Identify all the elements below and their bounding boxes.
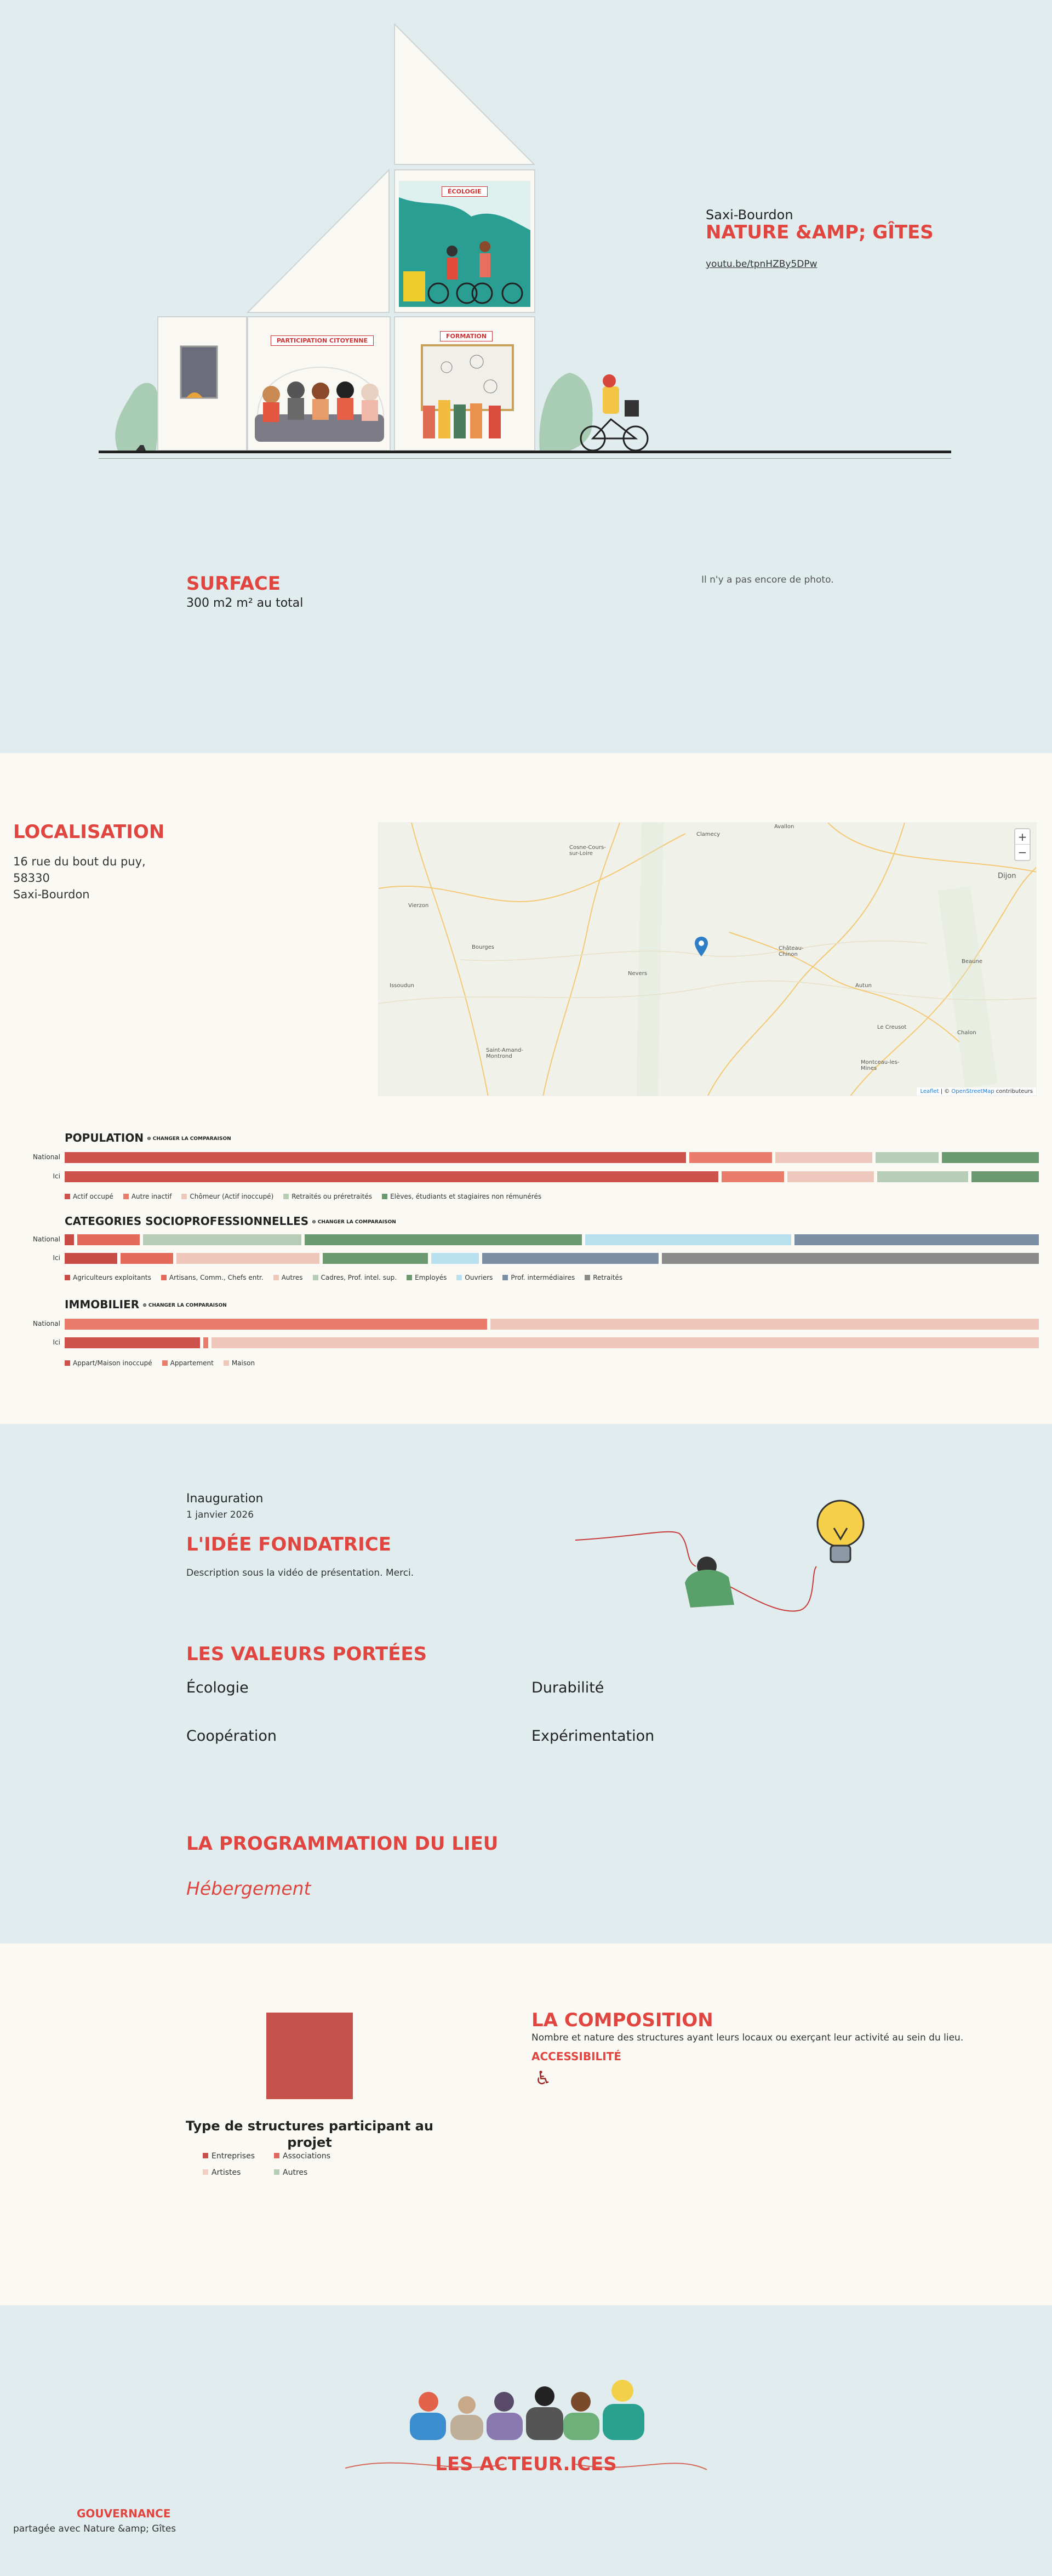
structures-chart [266, 2013, 353, 2099]
legend-item [456, 1274, 493, 1281]
bar-segment [65, 1152, 686, 1163]
csp-local-label: Ici [53, 1254, 60, 1262]
bar-segment [876, 1152, 939, 1163]
bar-segment [689, 1152, 772, 1163]
immobilier-compare-button[interactable]: ⊕ CHANGER LA COMPARAISON [142, 1302, 227, 1308]
immobilier-title-text: IMMOBILIER [65, 1298, 140, 1311]
map-town: Montceau-les-Mines [861, 1059, 900, 1072]
bar-segment [877, 1171, 969, 1182]
legend-swatch [65, 1360, 70, 1366]
legend-label: Retraités ou préretraités [291, 1193, 373, 1200]
legend-label: Artistes [211, 2168, 241, 2177]
composition-title: LA COMPOSITION [531, 2009, 713, 2031]
value-item: Coopération [186, 1728, 277, 1745]
map-town: Clamecy [696, 831, 721, 837]
acteurs-title: LES ACTEUR.ICES [435, 2453, 617, 2475]
legend-item [502, 1274, 575, 1281]
map-marker-icon[interactable] [695, 937, 708, 956]
population-title [65, 1131, 231, 1144]
legend-label: Agriculteurs exploitants [73, 1274, 151, 1281]
video-link[interactable]: youtu.be/tpnHZBy5DPw [706, 259, 817, 270]
bar-segment [305, 1234, 582, 1245]
composition-section [0, 1944, 1052, 2305]
structures-legend-item [274, 2152, 330, 2161]
immobilier-legend [65, 1359, 255, 1367]
legend-swatch [65, 1194, 70, 1199]
bar-segment [176, 1253, 319, 1264]
programmation-item: Hébergement [186, 1878, 311, 1899]
legend-item [224, 1359, 255, 1367]
immobilier-local-label: Ici [53, 1338, 60, 1346]
legend-item [313, 1274, 397, 1281]
map-zoom-control [1014, 828, 1031, 861]
structures-legend-item [274, 2168, 307, 2177]
legend-label: Cadres, Prof. intel. sup. [321, 1274, 397, 1281]
attribution-separator: | © [939, 1088, 952, 1095]
structures-legend-item [203, 2152, 255, 2161]
legend-swatch [65, 1275, 70, 1280]
bar-segment [211, 1337, 1039, 1348]
house-label-ecologie: ÉCOLOGIE [442, 186, 488, 197]
legend-swatch [274, 2169, 279, 2175]
bar-segment [203, 1337, 208, 1348]
legend-item [161, 1274, 264, 1281]
population-national-bar [65, 1152, 1039, 1163]
legend-label: Autres [283, 2168, 308, 2177]
immobilier-national-bar [65, 1319, 1039, 1330]
legend-item [382, 1193, 541, 1200]
csp-compare-button[interactable]: ⊕ CHANGER LA COMPARAISON [312, 1219, 396, 1225]
legend-item [123, 1193, 172, 1200]
legend-label: Retraités [593, 1274, 623, 1281]
bar-segment [65, 1234, 74, 1245]
bar-segment [77, 1234, 140, 1245]
legend-label: Employés [415, 1274, 447, 1281]
bar-segment [775, 1152, 872, 1163]
legend-label: Maison [231, 1359, 255, 1367]
map-town: Beaune [962, 959, 982, 965]
map[interactable] [378, 822, 1037, 1096]
csp-national-bar [65, 1234, 1039, 1245]
bar-segment [121, 1253, 173, 1264]
structures-chart-title: Type de structures participant au projet [186, 2118, 433, 2150]
bar-segment [971, 1171, 1039, 1182]
map-town: Chalon [957, 1030, 976, 1036]
legend-swatch [181, 1194, 187, 1199]
immobilier-local-bar [65, 1337, 1039, 1348]
wheelchair-icon: ♿ [535, 2067, 552, 2089]
legend-swatch [162, 1360, 168, 1366]
leaflet-link[interactable]: Leaflet [920, 1088, 939, 1095]
legend-item [65, 1274, 151, 1281]
accessibility-title: ACCESSIBILITÉ [531, 2050, 622, 2063]
legend-swatch [407, 1275, 412, 1280]
map-zoom-in-button[interactable]: + [1015, 829, 1030, 845]
bar-segment [942, 1152, 1039, 1163]
legend-swatch [502, 1275, 508, 1280]
legend-swatch [123, 1194, 129, 1199]
bar-segment [662, 1253, 1039, 1264]
csp-national-label: National [32, 1235, 60, 1243]
legend-swatch [283, 1194, 289, 1199]
bar-segment [65, 1337, 200, 1348]
legend-item [181, 1193, 273, 1200]
legend-item [283, 1193, 372, 1200]
composition-description: Nombre et nature des structures ayant leurs locaux ou exerçant leur activité au sein du lieu. [531, 2032, 964, 2043]
inauguration-label: Inauguration [186, 1492, 264, 1506]
idea-section [0, 1424, 1052, 1944]
legend-swatch [161, 1275, 167, 1280]
population-compare-button[interactable]: ⊕ CHANGER LA COMPARAISON [147, 1136, 231, 1142]
bar-segment [431, 1253, 479, 1264]
legend-swatch [313, 1275, 318, 1280]
attribution-rest: contributeurs [994, 1088, 1033, 1095]
bar-segment [490, 1319, 1039, 1330]
map-town: Nevers [628, 971, 648, 977]
map-town: Autun [855, 983, 872, 989]
legend-swatch [585, 1275, 590, 1280]
map-town: Cosne-Cours-sur-Loire [569, 845, 606, 857]
map-roads [379, 823, 1037, 1096]
legend-label: Artisans, Comm., Chefs entr. [169, 1274, 264, 1281]
idea-description: Description sous la vidéo de présentation. Merci. [186, 1568, 414, 1578]
legend-label: Associations [283, 2152, 331, 2161]
population-local-bar [65, 1171, 1039, 1182]
population-local-label: Ici [53, 1172, 60, 1180]
bar-segment [794, 1234, 1039, 1245]
address-line-2: 58330 [13, 871, 50, 885]
map-attribution [917, 1087, 1036, 1096]
legend-swatch [456, 1275, 462, 1280]
idea-title: L'IDÉE FONDATRICE [186, 1534, 391, 1555]
legend-item [407, 1274, 447, 1281]
value-item: Expérimentation [531, 1728, 655, 1745]
house-label-formation: FORMATION [440, 331, 493, 341]
house-label-participation: PARTICIPATION CITOYENNE [271, 335, 374, 346]
governance-description: partagée avec Nature &amp; Gîtes [13, 2523, 176, 2534]
ground-line [99, 451, 951, 453]
legend-label: Autres [281, 1274, 303, 1281]
csp-legend [65, 1274, 622, 1281]
map-town: Vierzon [408, 903, 429, 909]
population-legend [65, 1193, 541, 1200]
immobilier-national-label: National [32, 1320, 60, 1327]
map-town: Issoudun [390, 983, 414, 989]
bar-segment [787, 1171, 874, 1182]
legend-swatch [382, 1194, 387, 1199]
legend-swatch [203, 2169, 208, 2175]
immobilier-title [65, 1298, 227, 1311]
governance-title: GOUVERNANCE [77, 2507, 171, 2520]
inauguration-date: 1 janvier 2026 [186, 1509, 254, 1520]
population-title-text: POPULATION [65, 1131, 144, 1144]
legend-label: Autre inactif [131, 1193, 172, 1200]
acteurs-section [0, 2305, 1052, 2576]
legend-label: Entreprises [211, 2152, 255, 2161]
legend-label: Appart/Maison inoccupé [73, 1359, 152, 1367]
legend-swatch [274, 2153, 279, 2158]
legend-label: Prof. intermédiaires [511, 1274, 575, 1281]
map-town: Château-Chinon [779, 945, 804, 958]
map-town: Le Creusot [877, 1024, 907, 1030]
localisation-title: LOCALISATION [13, 821, 165, 843]
address-line-1: 16 rue du bout du puy, [13, 855, 146, 868]
osm-link[interactable]: OpenStreetMap [951, 1088, 994, 1095]
bar-segment [482, 1253, 659, 1264]
csp-local-bar [65, 1253, 1039, 1264]
legend-swatch [273, 1275, 279, 1280]
map-zoom-out-button[interactable]: − [1017, 846, 1027, 859]
legend-label: Elèves, étudiants et stagiaires non rémunérés [390, 1193, 542, 1200]
hero-city: Saxi-Bourdon [706, 207, 793, 223]
legend-label: Actif occupé [73, 1193, 113, 1200]
legend-label: Chômeur (Actif inoccupé) [190, 1193, 274, 1200]
legend-label: Ouvriers [465, 1274, 493, 1281]
legend-swatch [224, 1360, 229, 1366]
legend-item [65, 1359, 152, 1367]
map-town: Bourges [472, 944, 494, 950]
bar-segment [65, 1171, 718, 1182]
localisation-section [0, 753, 1052, 1424]
surface-title: SURFACE [186, 573, 281, 595]
bar-segment [143, 1234, 301, 1245]
hero-section [0, 0, 1052, 753]
surface-value: 300 m2 m² au total [186, 596, 304, 610]
map-town: Avallon [774, 824, 794, 830]
address-line-3: Saxi-Bourdon [13, 888, 90, 901]
programmation-title: LA PROGRAMMATION DU LIEU [186, 1833, 499, 1855]
bar-segment [323, 1253, 428, 1264]
values-title: LES VALEURS PORTÉES [186, 1643, 427, 1665]
bar-segment [65, 1253, 117, 1264]
hero-title: NATURE &AMP; GÎTES [706, 221, 934, 243]
legend-label: Appartement [170, 1359, 214, 1367]
legend-swatch [203, 2153, 208, 2158]
bar-segment [722, 1171, 784, 1182]
legend-item [162, 1359, 214, 1367]
ground-line-shadow [99, 458, 951, 459]
csp-title [65, 1215, 396, 1228]
bar-segment [585, 1234, 791, 1245]
legend-item [65, 1193, 113, 1200]
legend-item [585, 1274, 622, 1281]
no-photo-text: Il n'y a pas encore de photo. [701, 574, 834, 585]
bar-segment [65, 1319, 487, 1330]
population-national-label: National [32, 1153, 60, 1161]
lightbulb-illustration [570, 1484, 877, 1616]
map-town: Saint-Amand-Montrond [486, 1047, 523, 1059]
csp-title-text: CATEGORIES SOCIOPROFESSIONNELLES [65, 1215, 309, 1228]
value-item: Durabilité [531, 1679, 604, 1696]
map-town: Dijon [998, 872, 1016, 880]
value-item: Écologie [186, 1679, 249, 1696]
legend-item [273, 1274, 303, 1281]
structures-legend-item [203, 2168, 241, 2177]
